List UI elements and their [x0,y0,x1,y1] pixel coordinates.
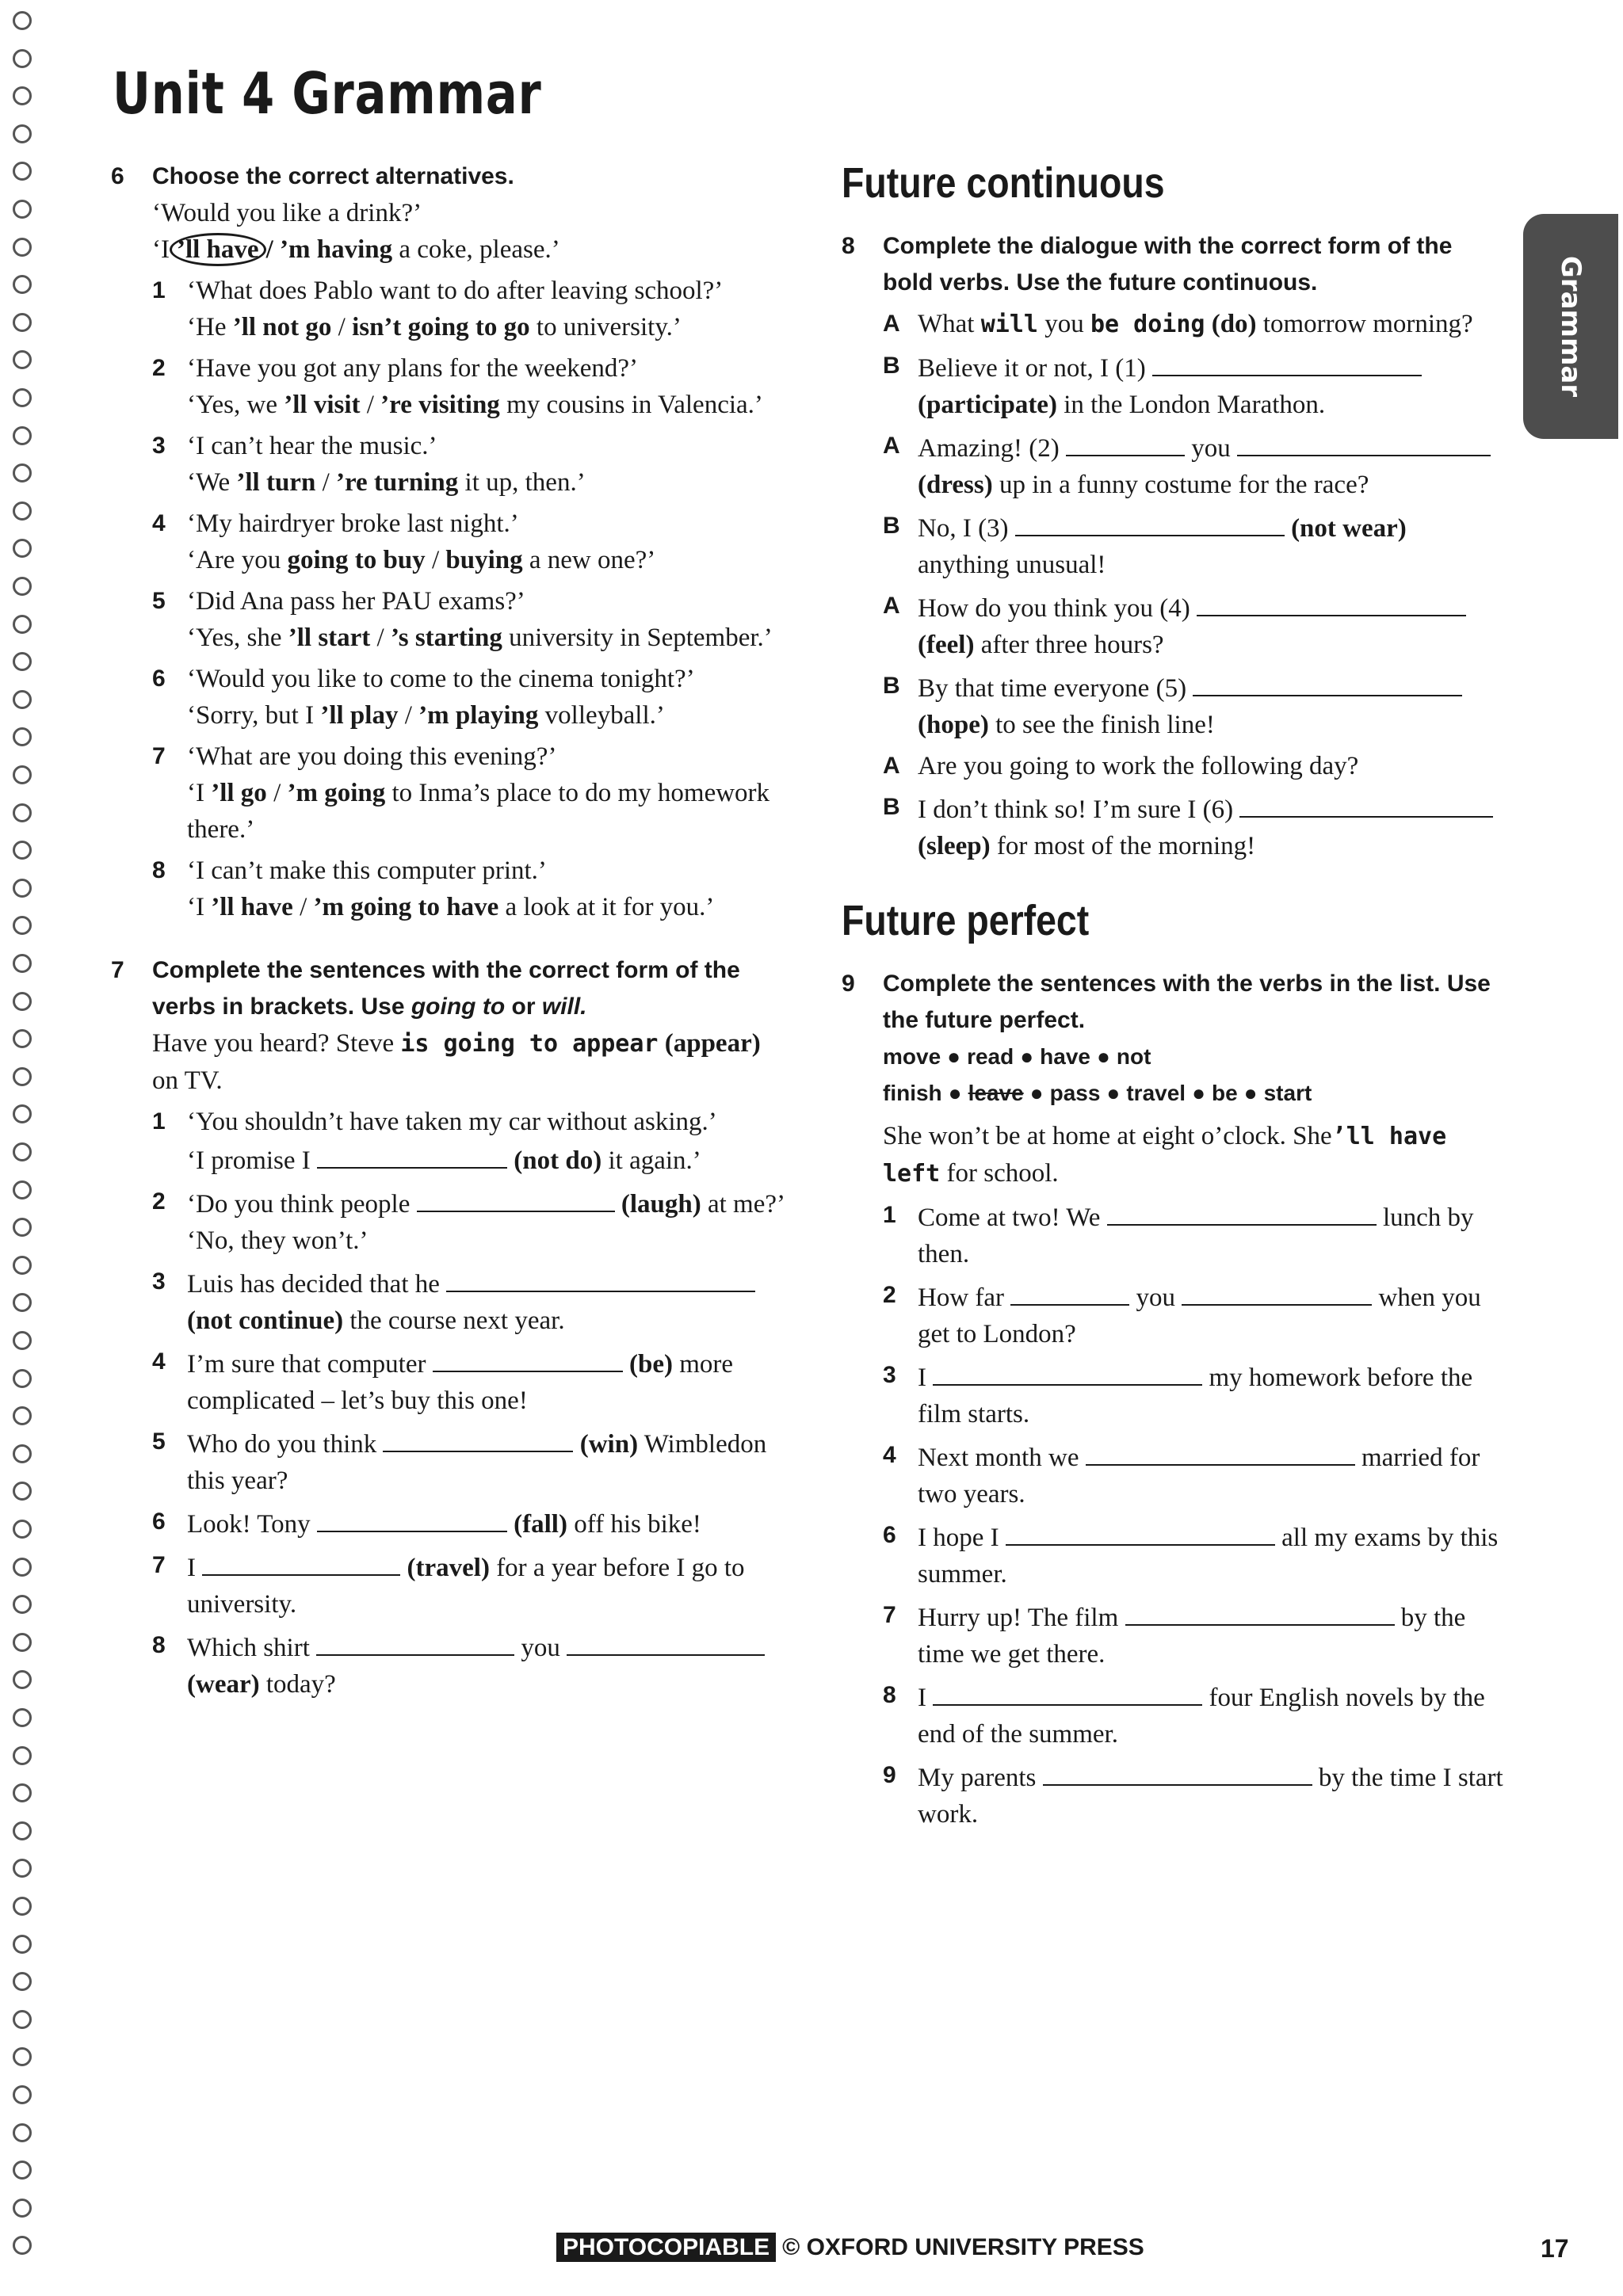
bullet-icon: ● [1243,1081,1258,1105]
binding-ring-icon [13,426,32,445]
spiral-binding [8,11,40,2285]
binding-ring-icon [13,1142,32,1161]
example-answer: ‘I ’ll have / ’m having a coke, please.’ [152,231,792,268]
bullet-icon: ● [1020,1044,1034,1069]
exercise-heading [111,952,792,1025]
list-item: 2 ‘Have you got any plans for the weekend?’ ‘Yes, we ’ll visit / ’re visiting my cousins in Valencia.’ [152,354,763,419]
answer-blank[interactable] [1066,428,1185,456]
side-tab [1523,214,1618,439]
binding-ring-icon [13,350,32,369]
footer [556,2234,1144,2261]
bullet-icon: ● [1029,1081,1044,1105]
answer-blank[interactable] [1125,1597,1395,1626]
option-a[interactable]: ’ll turn [236,468,316,497]
bullet-icon: ● [1106,1081,1121,1105]
option-a[interactable]: ’ll go [211,779,267,807]
binding-ring-icon [13,1331,32,1350]
list-item: 4 ‘My hairdryer broke last night.’ ‘Are you going to buy / buying a new one?’ [152,509,656,574]
binding-ring-icon [13,992,32,1011]
binding-ring-icon [13,1256,32,1275]
binding-ring-icon [13,1029,32,1048]
dialogue-line: B No, I (3) (not wear) anything unusual! [883,508,1507,583]
word-list-item: read [967,1044,1014,1069]
option-a[interactable]: ’ll have [211,893,293,921]
dialogue-line: A What will you be doing (do) tomorrow morning? [883,310,1473,338]
answer-blank[interactable] [933,1357,1202,1386]
answer-blank[interactable] [446,1264,755,1292]
dialogue-line: A Amazing! (2) you (dress) up in a funny costume for the race? [883,428,1507,503]
binding-ring-icon [13,916,32,935]
option-b[interactable]: ’m going [287,779,386,807]
binding-ring-icon [13,2047,32,2066]
section-title-future-perfect: Future perfect [842,897,1090,944]
binding-ring-icon [13,879,32,898]
answer-blank[interactable] [383,1424,573,1452]
option-a[interactable]: going to buy [287,546,426,574]
option-b[interactable]: isn’t going to go [352,313,530,341]
list-item: 6 Look! Tony (fall) off his bike! [152,1504,792,1543]
word-list [883,1039,1507,1112]
option-b[interactable]: ’re turning [335,468,459,497]
list-item: 5 Who do you think (win) Wimbledon this year? [152,1424,792,1499]
answer-blank[interactable] [433,1344,623,1372]
binding-ring-icon [13,162,32,181]
binding-ring-icon [13,1293,32,1312]
answer-blank[interactable] [1006,1517,1275,1546]
binding-ring-icon [13,238,32,257]
binding-ring-icon [13,2199,32,2218]
exercise-instruction: Complete the sentences with the correct form of the verbs in brackets. Use going to or will. [152,957,740,1020]
answer-blank[interactable] [1015,508,1285,536]
exercise-7 [111,952,792,1703]
binding-ring-icon [13,388,32,407]
example-sentence: Have you heard? Steve is going to appear (appear) on TV. [152,1029,761,1095]
binding-ring-icon [13,1369,32,1388]
exercise-instruction: Choose the correct alternatives. [152,163,514,189]
list-item: 1 Come at two! We lunch by then. [883,1197,1507,1272]
binding-ring-icon [13,841,32,860]
page-title: Unit 4 Grammar [113,60,542,127]
word-list-item: move [883,1044,941,1069]
side-tab-label: Grammar [1555,255,1587,398]
binding-ring-icon [13,1821,32,1840]
binding-ring-icon [13,727,32,746]
binding-ring-icon [13,1595,32,1614]
binding-ring-icon [13,690,32,709]
binding-ring-icon [13,200,32,219]
list-item: 3 Luis has decided that he (not continue) the course next year. [152,1264,792,1339]
binding-ring-icon [13,1482,32,1501]
answer-blank[interactable] [933,1677,1202,1706]
answer-blank[interactable] [316,1627,514,1656]
handwritten-answer: be doing [1090,311,1205,338]
bullet-icon: ● [948,1081,962,1105]
binding-ring-icon [13,1406,32,1425]
option-b[interactable]: ’re visiting [380,391,500,419]
option-a[interactable]: ’ll play [320,701,399,730]
bullet-icon: ● [1096,1044,1110,1069]
answer-blank[interactable] [1107,1197,1377,1226]
exercise-number: 8 [842,233,855,259]
binding-ring-icon [13,313,32,332]
binding-ring-icon [13,1067,32,1086]
exercise-number: 6 [111,163,124,189]
dialogue-line: B By that time everyone (5) (hope) to see the finish line! [883,668,1507,743]
binding-ring-icon [13,577,32,596]
binding-ring-icon [13,1520,32,1539]
binding-ring-icon [13,2123,32,2142]
binding-ring-icon [13,1180,32,1199]
binding-ring-icon [13,615,32,634]
option-a[interactable]: ’ll visit [284,391,361,419]
answer-blank[interactable] [202,1547,400,1576]
binding-ring-icon [13,652,32,671]
answer-blank[interactable] [1010,1277,1129,1306]
binding-ring-icon [13,765,32,784]
list-item: 3 I my homework before the film starts. [883,1357,1507,1432]
option-b[interactable]: ’s starting [390,624,502,652]
binding-ring-icon [13,1104,32,1123]
list-item: 7 ‘What are you doing this evening?’ ‘I ’ll go / ’m going to Inma’s place to do my homework there.’ [152,742,770,844]
exercise-8 [842,228,1507,864]
handwritten-answer: will [980,311,1038,338]
dialogue-line: A How do you think you (4) (feel) after three hours? [883,588,1507,663]
answer-blank[interactable] [1193,668,1462,696]
exercise-instruction: Complete the sentences with the verbs in the list. Use the future perfect. [883,971,1491,1033]
right-column [842,158,1507,1859]
word-list-item: have [1040,1044,1090,1069]
dialogue-line: A Are you going to work the following day? [883,752,1359,780]
answer-blank[interactable] [1239,789,1493,818]
answer-blank[interactable] [1043,1757,1312,1786]
binding-ring-icon [13,275,32,294]
binding-ring-icon [13,1218,32,1237]
list-item: 2 How far you when you get to London? [883,1277,1507,1352]
list-item: 1 ‘You shouldn’t have taken my car without asking.’ ‘I promise I (not do) it again.’ [152,1108,717,1175]
answer-blank[interactable] [1237,428,1491,456]
list-item: 9 My parents by the time I start work. [883,1757,1507,1833]
list-item: 1 ‘What does Pablo want to do after leaving school?’ ‘He ’ll not go / isn’t going to go to university.’ [152,277,724,341]
answer-blank[interactable] [317,1504,507,1532]
answer-blank[interactable] [1182,1277,1372,1306]
answer-blank[interactable] [1152,348,1422,376]
option-b[interactable]: buying [445,546,523,574]
list-item: 4 I’m sure that computer (be) more complicated – let’s buy this one! [152,1344,792,1419]
answer-blank[interactable] [1197,588,1466,616]
binding-ring-icon [13,2010,32,2029]
example-question: ‘Would you like a drink?’ [152,199,422,227]
binding-ring-icon [13,1783,32,1802]
bullet-icon: ● [947,1044,961,1069]
binding-ring-icon [13,124,32,143]
list-item: 7 I (travel) for a year before I go to university. [152,1547,792,1623]
section-title-future-continuous: Future continuous [842,159,1165,207]
exercise-instruction: Complete the dialogue with the correct form of the bold verbs. Use the future continuous. [883,233,1453,296]
exercise-9 [842,966,1507,1833]
answer-blank[interactable] [567,1627,765,1656]
binding-ring-icon [13,2161,32,2180]
option-a[interactable]: ’ll not go [232,313,332,341]
list-item: 8 I four English novels by the end of the summer. [883,1677,1507,1753]
binding-ring-icon [13,1935,32,1954]
binding-ring-icon [13,502,32,521]
exercise-heading [111,158,792,195]
dialogue-line: B I don’t think so! I’m sure I (6) (sleep) for most of the morning! [883,789,1507,864]
handwritten-answer: ’ll have left [883,1123,1447,1188]
option-b[interactable]: ’m going to have [313,893,499,921]
answer-blank[interactable] [317,1140,507,1169]
exercise-6 [111,158,792,925]
list-item: 6 ‘Would you like to come to the cinema tonight?’ ‘Sorry, but I ’ll play / ’m playing volleyball.’ [152,665,695,730]
list-item: 5 ‘Did Ana pass her PAU exams?’ ‘Yes, she ’ll start / ’s starting university in September.’ [152,587,773,652]
binding-ring-icon [13,1444,32,1463]
list-item: 2 ‘Do you think people (laugh) at me?’ ‘No, they won’t.’ [152,1184,792,1259]
option-a[interactable]: ’ll start [288,624,371,652]
circled-answer: ’ll have [170,233,266,266]
word-list-item: travel [1126,1081,1186,1105]
word-list-item: leave [968,1081,1024,1105]
binding-ring-icon [13,1897,32,1916]
word-list-item: be [1211,1081,1238,1105]
photocopiable-badge: PHOTOCOPIABLE [556,2233,776,2262]
list-item: 6 I hope I all my exams by this summer. [883,1517,1507,1592]
bullet-icon: ● [1192,1081,1205,1105]
list-item: 4 Next month we married for two years. [883,1437,1507,1512]
exercise-number: 7 [111,957,124,983]
left-column [111,158,792,1730]
binding-ring-icon [13,1972,32,1991]
word-list-item: start [1263,1081,1312,1105]
binding-ring-icon [13,803,32,822]
option-b[interactable]: ’m playing [418,701,539,730]
binding-ring-icon [13,1633,32,1652]
binding-ring-icon [13,49,32,68]
page-number: 17 [1541,2234,1569,2263]
binding-ring-icon [13,2236,32,2255]
list-item: 8 Which shirt you (wear) today? [152,1627,792,1703]
list-item: 8 ‘I can’t make this computer print.’ ‘I ’ll have / ’m going to have a look at it for you.’ [152,856,715,921]
answer-blank[interactable] [1086,1437,1355,1466]
handwritten-answer: is going to appear [400,1030,659,1058]
exercise-heading [842,228,1507,301]
word-list-item: pass [1049,1081,1101,1105]
binding-ring-icon [13,11,32,30]
binding-ring-icon [13,2085,32,2104]
binding-ring-icon [13,539,32,558]
binding-ring-icon [13,954,32,973]
binding-ring-icon [13,86,32,105]
exercise-number: 9 [842,971,855,997]
list-item: 7 Hurry up! The film by the time we get there. [883,1597,1507,1672]
list-item: 3 ‘I can’t hear the music.’ ‘We ’ll turn / ’re turning it up, then.’ [152,432,586,497]
example-sentence: She won’t be at home at eight o’clock. She’ll have left for school. [883,1122,1447,1188]
binding-ring-icon [13,1708,32,1727]
copyright: © OXFORD UNIVERSITY PRESS [782,2234,1144,2260]
dialogue-line: B Believe it or not, I (1) (participate) in the London Marathon. [883,348,1507,423]
binding-ring-icon [13,1746,32,1765]
word-list-item: not finish [883,1044,1151,1105]
exercise-heading [842,966,1507,1039]
answer-blank[interactable] [417,1184,615,1212]
binding-ring-icon [13,1859,32,1878]
binding-ring-icon [13,463,32,482]
binding-ring-icon [13,1670,32,1689]
binding-ring-icon [13,1558,32,1577]
